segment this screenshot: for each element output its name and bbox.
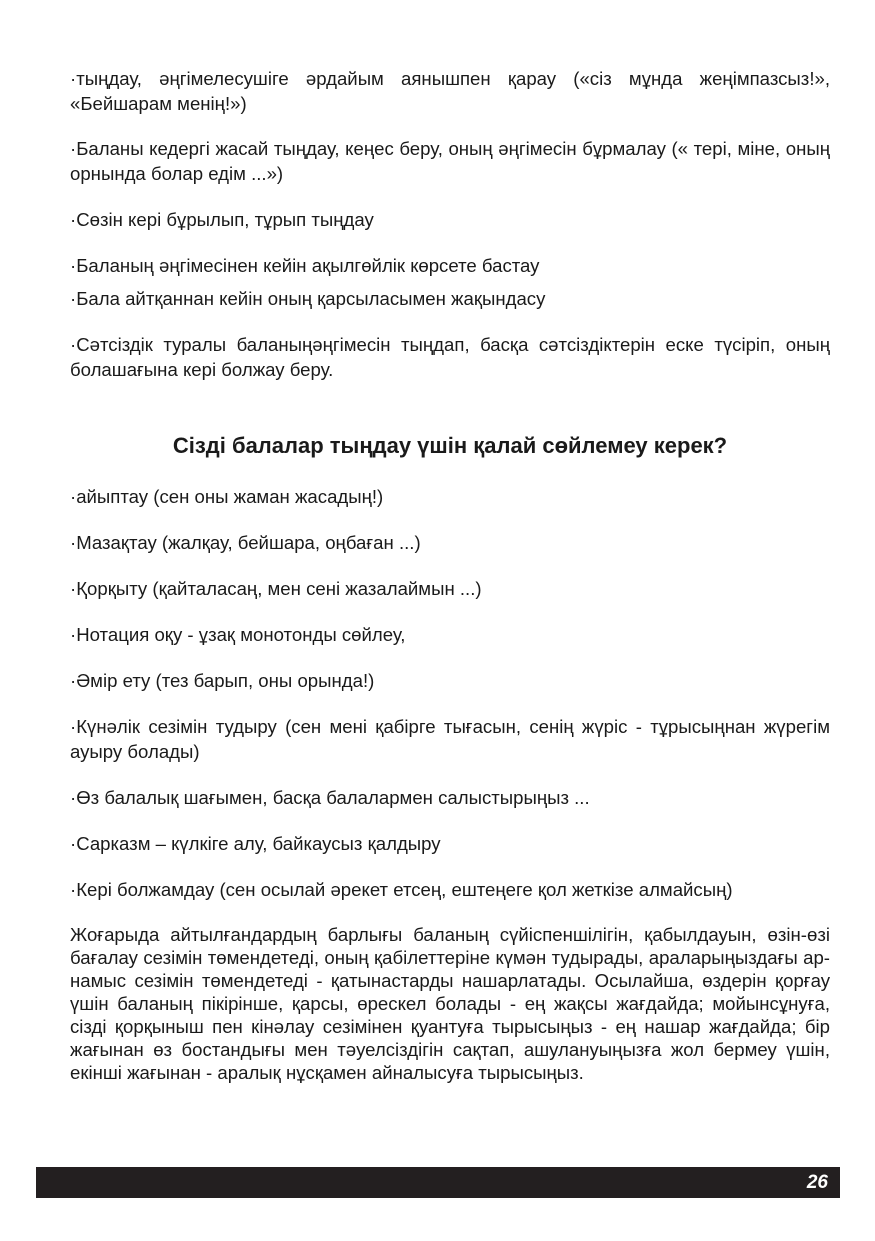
page-content (70, 60, 830, 1084)
list-item: ·Қорқыту (қайталасаң, мен сені жазалаймын ...) (70, 578, 482, 599)
list-item: ·Мазақтау (жалқау, бейшара, оңбаған ...) (70, 532, 421, 553)
list-item: ·тыңдау, әңгімелесушіге әрдайым аянышпен қарау («сіз мұнда жеңімпазсыз!», «Бейшарам менің!») (70, 68, 830, 114)
list-item: ·Сарказм – күлкіге алу, байкаусыз қалдыру (70, 833, 441, 854)
list-item: ·Күнәлік сезімін тудыру (сен мені қабірге тығасын, сенің жүріс - тұрысыңнан жүрегім ауыру болады) (70, 716, 830, 762)
list-item: ·Баланы кедергі жасай тыңдау, кеңес беру, оның әңгімесін бұрмалау (« тері, міне, оның орнында болар едім ...») (70, 138, 830, 184)
page-number: 26 (806, 1172, 828, 1193)
list-item: ·Бала айтқаннан кейін оның қарсыласымен жақындасу (70, 288, 546, 309)
footer-bar (36, 1167, 840, 1198)
section-heading: Сізді балалар тыңдау үшін қалай сөйлемеу керек? (172, 433, 728, 458)
list-item: ·Кері болжамдау (сен осылай әрекет етсең, ештеңеге қол жеткізе алмайсың) (70, 879, 733, 900)
list-item: ·Баланың әңгімесінен кейін ақылгөйлік көрсете бастау (70, 255, 540, 276)
list-item: ·Өз балалық шағымен, басқа балалармен салыстырыңыз ... (70, 787, 590, 808)
list-item: ·Әмір ету (тез барып, оны орында!) (70, 670, 375, 691)
list-item: ·Сөзін кері бұрылып, тұрып тыңдау (70, 209, 374, 230)
how-not-to-speak-list (70, 484, 830, 902)
closing-paragraph: Жоғарыда айтылғандардың барлығы баланың сүйіспеншілігін, қабылдауын, өзін-өзі бағалау сезімін төмендетеді, оның қабілеттеріне күмән тудырады, араларыңыздағы ар-намыс сезімін төмендетеді - қатынастарды нашарлатады. Осылайша, өздерін қорғау үшін баланың пікірінше, қарсы, өрескел болады - ең жақсы жағдайда; мойынсұнуға, сізді қорқыныш пен кінәлау сезімінен қуантуға тырысыңыз - ең нашар жағдайда; бір жағынан өз бостандығы мен тәуелсіздігін сақтап, ашулануыңызға жол бермеу үшін, екінші жағынан - аралық нұсқамен айналысуға тырысыңыз. (70, 924, 830, 1083)
list-item: ·Сәтсіздік туралы баланыңәңгімесін тыңдап, басқа сәтсіздіктерін еске түсіріп, оның болашағына кері болжау беру. (70, 334, 830, 380)
list-item: ·Нотация оқу - ұзақ монотонды сөйлеу, (70, 624, 406, 645)
list-item: ·айыптау (сен оны жаман жасадың!) (70, 486, 384, 507)
listening-mistakes-list (70, 66, 830, 382)
